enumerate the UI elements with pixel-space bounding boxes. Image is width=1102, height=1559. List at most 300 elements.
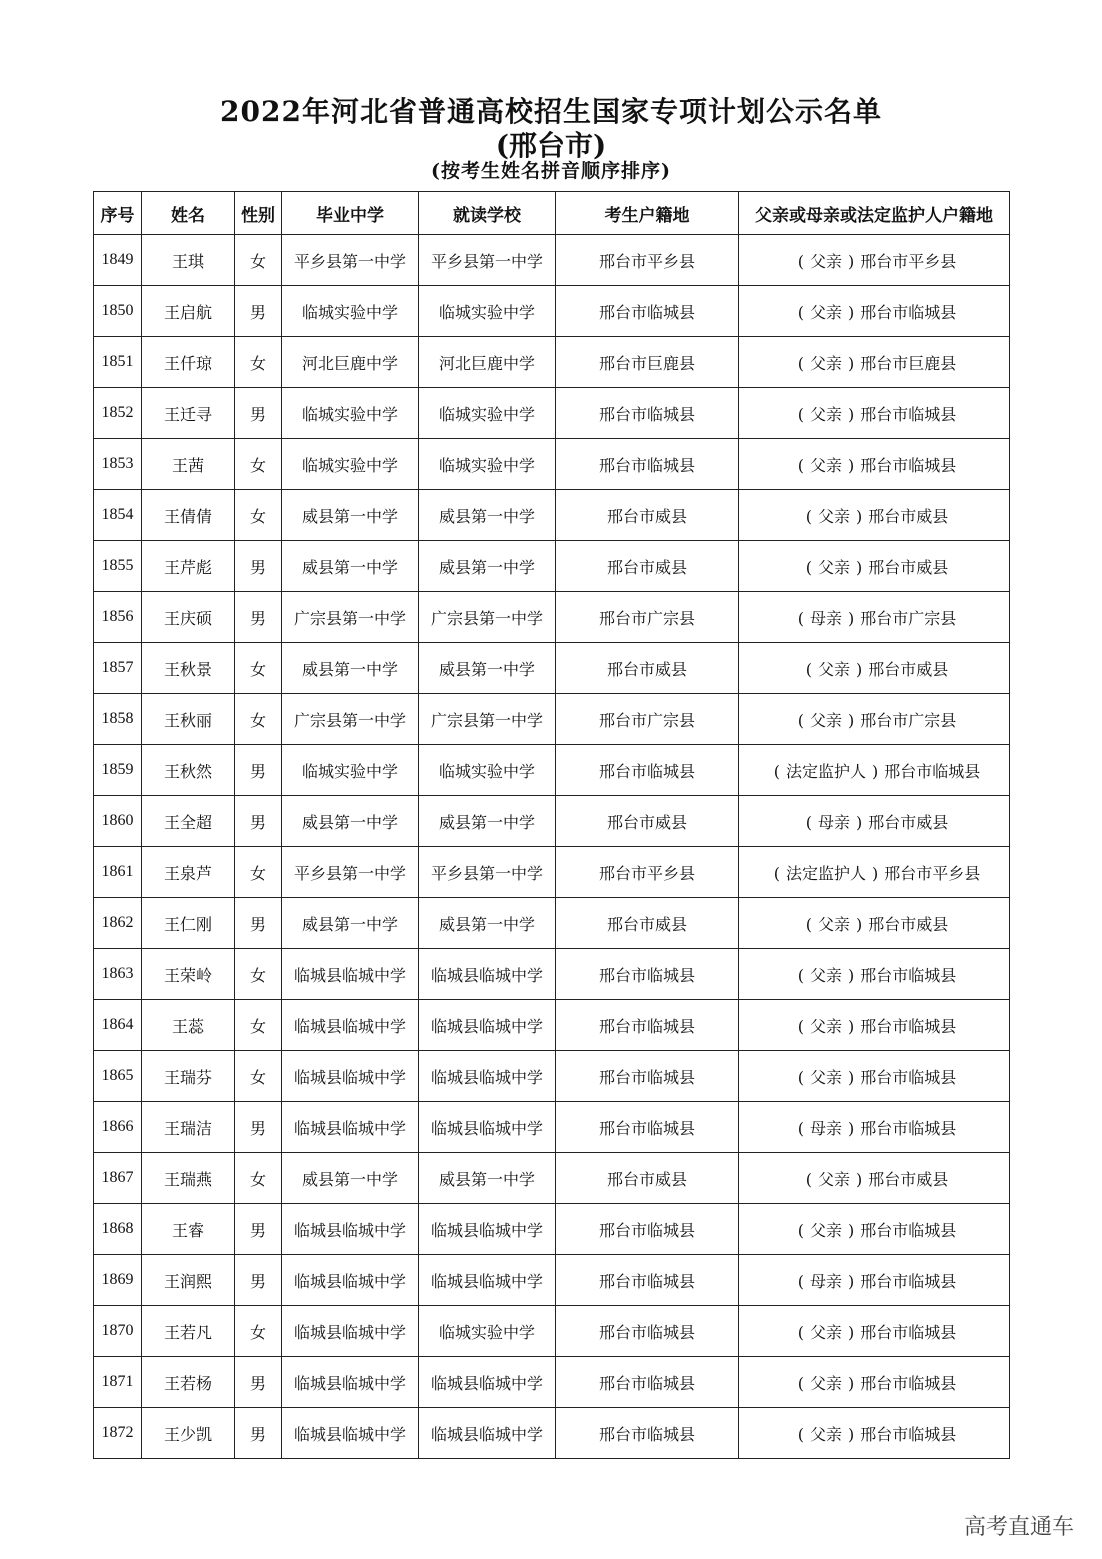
- cell-hukou: 邢台市广宗县: [556, 694, 739, 745]
- guardian-relation: 父亲: [809, 710, 842, 730]
- cell-hukou: 邢台市威县: [556, 898, 739, 949]
- cell-current-school: 威县第一中学: [419, 1153, 556, 1204]
- cell-no: 1865: [94, 1051, 142, 1102]
- cell-guardian-hukou: [739, 1000, 1010, 1051]
- cell-no: 1849: [94, 235, 142, 286]
- cell-no: 1859: [94, 745, 142, 796]
- close-paren: ): [848, 608, 855, 628]
- open-paren: (: [797, 404, 804, 424]
- cell-gender: 女: [235, 643, 282, 694]
- roster-table: [93, 191, 1010, 1459]
- cell-hukou: 邢台市临城县: [556, 1204, 739, 1255]
- guardian-relation: 法定监护人: [785, 863, 866, 883]
- cell-grad-school: 临城实验中学: [282, 439, 419, 490]
- cell-grad-school: 临城县临城中学: [282, 949, 419, 1000]
- open-paren: (: [773, 863, 780, 883]
- cell-grad-school: 临城县临城中学: [282, 1255, 419, 1306]
- guardian-relation: 父亲: [817, 659, 850, 679]
- cell-guardian-hukou: [739, 847, 1010, 898]
- cell-no: 1850: [94, 286, 142, 337]
- table-row: [94, 694, 1010, 745]
- close-paren: ): [848, 1373, 855, 1393]
- cell-guardian-hukou: [739, 1204, 1010, 1255]
- table-row: [94, 847, 1010, 898]
- cell-no: 1854: [94, 490, 142, 541]
- table-row: [94, 643, 1010, 694]
- table-row: [94, 1357, 1010, 1408]
- cell-current-school: 威县第一中学: [419, 898, 556, 949]
- cell-hukou: 邢台市临城县: [556, 1000, 739, 1051]
- table-row: [94, 1306, 1010, 1357]
- table-row: [94, 1051, 1010, 1102]
- cell-hukou: 邢台市威县: [556, 796, 739, 847]
- cell-grad-school: 临城县临城中学: [282, 1306, 419, 1357]
- cell-grad-school: 河北巨鹿中学: [282, 337, 419, 388]
- cell-gender: 女: [235, 337, 282, 388]
- open-paren: (: [797, 710, 804, 730]
- cell-current-school: 平乡县第一中学: [419, 235, 556, 286]
- cell-guardian-hukou: [739, 1255, 1010, 1306]
- cell-current-school: 威县第一中学: [419, 796, 556, 847]
- table-row: [94, 337, 1010, 388]
- sort-note: (按考生姓名拼音顺序排序): [431, 160, 671, 182]
- cell-grad-school: 临城县临城中学: [282, 1408, 419, 1459]
- open-paren: (: [797, 251, 804, 271]
- cell-guardian-hukou: [739, 898, 1010, 949]
- cell-name: 王秋丽: [142, 694, 235, 745]
- cell-current-school: 临城县临城中学: [419, 1102, 556, 1153]
- guardian-relation: 父亲: [817, 506, 850, 526]
- cell-gender: 男: [235, 1255, 282, 1306]
- cell-no: 1856: [94, 592, 142, 643]
- cell-grad-school: 临城县临城中学: [282, 1000, 419, 1051]
- close-paren: ): [848, 1322, 855, 1342]
- cell-guardian-hukou: [739, 286, 1010, 337]
- guardian-hukou: 邢台市临城县: [860, 1424, 957, 1444]
- cell-grad-school: 临城县临城中学: [282, 1357, 419, 1408]
- guardian-hukou: 邢台市临城县: [860, 1373, 957, 1393]
- cell-guardian-hukou: [739, 796, 1010, 847]
- cell-current-school: 威县第一中学: [419, 490, 556, 541]
- cell-no: 1851: [94, 337, 142, 388]
- cell-guardian-hukou: [739, 1153, 1010, 1204]
- guardian-hukou: 邢台市威县: [868, 557, 949, 577]
- cell-grad-school: 临城县临城中学: [282, 1102, 419, 1153]
- cell-gender: 女: [235, 490, 282, 541]
- cell-name: 王茜: [142, 439, 235, 490]
- close-paren: ): [848, 1424, 855, 1444]
- cell-guardian-hukou: [739, 235, 1010, 286]
- cell-guardian-hukou: [739, 592, 1010, 643]
- cell-name: 王迁寻: [142, 388, 235, 439]
- cell-gender: 男: [235, 796, 282, 847]
- open-paren: (: [797, 1016, 804, 1036]
- cell-name: 王瑞燕: [142, 1153, 235, 1204]
- cell-no: 1857: [94, 643, 142, 694]
- page-title: 2022年河北省普通高校招生国家专项计划公示名单: [220, 95, 882, 128]
- close-paren: ): [848, 455, 855, 475]
- table-row: [94, 1102, 1010, 1153]
- cell-gender: 男: [235, 898, 282, 949]
- cell-guardian-hukou: [739, 388, 1010, 439]
- table-row: [94, 949, 1010, 1000]
- cell-current-school: 临城实验中学: [419, 388, 556, 439]
- table-row: [94, 796, 1010, 847]
- cell-name: 王琪: [142, 235, 235, 286]
- cell-guardian-hukou: [739, 541, 1010, 592]
- cell-gender: 女: [235, 847, 282, 898]
- open-paren: (: [805, 506, 812, 526]
- cell-guardian-hukou: [739, 337, 1010, 388]
- cell-hukou: 邢台市巨鹿县: [556, 337, 739, 388]
- guardian-hukou: 邢台市临城县: [860, 1322, 957, 1342]
- open-paren: (: [797, 965, 804, 985]
- guardian-hukou: 邢台市平乡县: [884, 863, 981, 883]
- guardian-relation: 父亲: [809, 1220, 842, 1240]
- cell-guardian-hukou: [739, 1051, 1010, 1102]
- guardian-hukou: 邢台市临城县: [860, 302, 957, 322]
- cell-gender: 男: [235, 592, 282, 643]
- guardian-hukou: 邢台市威县: [868, 659, 949, 679]
- open-paren: (: [797, 1118, 804, 1138]
- open-paren: (: [773, 761, 780, 781]
- cell-no: 1870: [94, 1306, 142, 1357]
- cell-current-school: 平乡县第一中学: [419, 847, 556, 898]
- cell-hukou: 邢台市临城县: [556, 949, 739, 1000]
- guardian-relation: 父亲: [809, 1322, 842, 1342]
- guardian-relation: 父亲: [809, 1424, 842, 1444]
- cell-hukou: 邢台市临城县: [556, 439, 739, 490]
- cell-grad-school: 临城实验中学: [282, 286, 419, 337]
- cell-grad-school: 临城实验中学: [282, 745, 419, 796]
- cell-hukou: 邢台市临城县: [556, 745, 739, 796]
- table-row: [94, 439, 1010, 490]
- cell-name: 王仟琼: [142, 337, 235, 388]
- cell-gender: 女: [235, 1051, 282, 1102]
- guardian-relation: 母亲: [809, 1271, 842, 1291]
- cell-name: 王全超: [142, 796, 235, 847]
- close-paren: ): [848, 1220, 855, 1240]
- col-header-hukou: 考生户籍地: [556, 192, 739, 235]
- close-paren: ): [856, 914, 863, 934]
- close-paren: ): [848, 353, 855, 373]
- col-header-gender: 性别: [235, 192, 282, 235]
- open-paren: (: [805, 659, 812, 679]
- open-paren: (: [797, 455, 804, 475]
- guardian-hukou: 邢台市威县: [868, 812, 949, 832]
- cell-current-school: 临城县临城中学: [419, 1051, 556, 1102]
- cell-no: 1861: [94, 847, 142, 898]
- cell-current-school: 河北巨鹿中学: [419, 337, 556, 388]
- cell-no: 1852: [94, 388, 142, 439]
- close-paren: ): [848, 404, 855, 424]
- close-paren: ): [872, 761, 879, 781]
- guardian-relation: 父亲: [809, 251, 842, 271]
- close-paren: ): [848, 302, 855, 322]
- cell-no: 1863: [94, 949, 142, 1000]
- guardian-relation: 父亲: [817, 1169, 850, 1189]
- close-paren: ): [848, 1067, 855, 1087]
- cell-no: 1853: [94, 439, 142, 490]
- cell-no: 1862: [94, 898, 142, 949]
- cell-grad-school: 广宗县第一中学: [282, 694, 419, 745]
- cell-hukou: 邢台市临城县: [556, 1408, 739, 1459]
- close-paren: ): [848, 710, 855, 730]
- cell-name: 王瑞芬: [142, 1051, 235, 1102]
- cell-guardian-hukou: [739, 1102, 1010, 1153]
- cell-gender: 女: [235, 949, 282, 1000]
- open-paren: (: [797, 1271, 804, 1291]
- cell-guardian-hukou: [739, 949, 1010, 1000]
- table-row: [94, 1153, 1010, 1204]
- guardian-hukou: 邢台市临城县: [860, 1067, 957, 1087]
- cell-guardian-hukou: [739, 1306, 1010, 1357]
- city-subtitle: (邢台市): [495, 129, 607, 162]
- cell-gender: 女: [235, 235, 282, 286]
- cell-grad-school: 平乡县第一中学: [282, 847, 419, 898]
- guardian-relation: 父亲: [809, 404, 842, 424]
- cell-current-school: 临城县临城中学: [419, 1000, 556, 1051]
- cell-guardian-hukou: [739, 439, 1010, 490]
- cell-guardian-hukou: [739, 490, 1010, 541]
- cell-gender: 男: [235, 388, 282, 439]
- cell-hukou: 邢台市临城县: [556, 1102, 739, 1153]
- cell-grad-school: 平乡县第一中学: [282, 235, 419, 286]
- cell-gender: 男: [235, 541, 282, 592]
- cell-gender: 男: [235, 1357, 282, 1408]
- guardian-hukou: 邢台市巨鹿县: [860, 353, 957, 373]
- col-header-name: 姓名: [142, 192, 235, 235]
- table-row: [94, 1408, 1010, 1459]
- cell-gender: 男: [235, 286, 282, 337]
- cell-no: 1864: [94, 1000, 142, 1051]
- cell-hukou: 邢台市临城县: [556, 286, 739, 337]
- cell-gender: 女: [235, 439, 282, 490]
- cell-hukou: 邢台市威县: [556, 643, 739, 694]
- close-paren: ): [848, 251, 855, 271]
- cell-hukou: 邢台市临城县: [556, 1255, 739, 1306]
- cell-current-school: 临城县临城中学: [419, 1357, 556, 1408]
- close-paren: ): [872, 863, 879, 883]
- cell-current-school: 临城县临城中学: [419, 1204, 556, 1255]
- guardian-hukou: 邢台市威县: [868, 506, 949, 526]
- cell-grad-school: 威县第一中学: [282, 643, 419, 694]
- cell-name: 王秋景: [142, 643, 235, 694]
- cell-grad-school: 威县第一中学: [282, 796, 419, 847]
- open-paren: (: [797, 1067, 804, 1087]
- guardian-relation: 父亲: [817, 557, 850, 577]
- cell-name: 王润熙: [142, 1255, 235, 1306]
- cell-name: 王瑞洁: [142, 1102, 235, 1153]
- guardian-relation: 父亲: [809, 1067, 842, 1087]
- cell-gender: 男: [235, 745, 282, 796]
- close-paren: ): [848, 1016, 855, 1036]
- open-paren: (: [797, 353, 804, 373]
- cell-current-school: 广宗县第一中学: [419, 694, 556, 745]
- open-paren: (: [805, 557, 812, 577]
- cell-hukou: 邢台市威县: [556, 490, 739, 541]
- cell-current-school: 临城县临城中学: [419, 1255, 556, 1306]
- cell-name: 王荣岭: [142, 949, 235, 1000]
- cell-gender: 男: [235, 1408, 282, 1459]
- cell-gender: 女: [235, 1000, 282, 1051]
- table-row: [94, 286, 1010, 337]
- guardian-hukou: 邢台市临城县: [860, 1016, 957, 1036]
- close-paren: ): [856, 557, 863, 577]
- cell-name: 王泉芦: [142, 847, 235, 898]
- col-header-no: 序号: [94, 192, 142, 235]
- close-paren: ): [848, 965, 855, 985]
- cell-grad-school: 威县第一中学: [282, 490, 419, 541]
- table-row: [94, 898, 1010, 949]
- table-row: [94, 1204, 1010, 1255]
- open-paren: (: [797, 1373, 804, 1393]
- open-paren: (: [797, 1220, 804, 1240]
- guardian-relation: 父亲: [809, 1373, 842, 1393]
- table-row: [94, 235, 1010, 286]
- open-paren: (: [805, 914, 812, 934]
- col-header-current-school: 就读学校: [419, 192, 556, 235]
- cell-grad-school: 临城县临城中学: [282, 1204, 419, 1255]
- cell-hukou: 邢台市临城县: [556, 1051, 739, 1102]
- cell-name: 王睿: [142, 1204, 235, 1255]
- watermark-text: 高考直通车: [963, 1515, 1074, 1540]
- guardian-relation: 父亲: [809, 302, 842, 322]
- cell-grad-school: 临城实验中学: [282, 388, 419, 439]
- cell-gender: 女: [235, 1306, 282, 1357]
- cell-no: 1866: [94, 1102, 142, 1153]
- cell-hukou: 邢台市平乡县: [556, 847, 739, 898]
- cell-grad-school: 威县第一中学: [282, 1153, 419, 1204]
- guardian-hukou: 邢台市临城县: [860, 1118, 957, 1138]
- guardian-hukou: 邢台市临城县: [860, 404, 957, 424]
- cell-name: 王若杨: [142, 1357, 235, 1408]
- cell-gender: 女: [235, 694, 282, 745]
- cell-current-school: 临城县临城中学: [419, 949, 556, 1000]
- cell-grad-school: 广宗县第一中学: [282, 592, 419, 643]
- cell-current-school: 威县第一中学: [419, 643, 556, 694]
- open-paren: (: [797, 1322, 804, 1342]
- guardian-hukou: 邢台市威县: [868, 914, 949, 934]
- cell-name: 王启航: [142, 286, 235, 337]
- open-paren: (: [805, 1169, 812, 1189]
- guardian-relation: 父亲: [809, 353, 842, 373]
- guardian-relation: 母亲: [809, 608, 842, 628]
- table-row: [94, 388, 1010, 439]
- guardian-relation: 父亲: [809, 965, 842, 985]
- close-paren: ): [856, 506, 863, 526]
- close-paren: ): [856, 812, 863, 832]
- col-header-guardian-hukou: 父亲或母亲或法定监护人户籍地: [739, 192, 1010, 235]
- cell-name: 王蕊: [142, 1000, 235, 1051]
- guardian-hukou: 邢台市临城县: [860, 965, 957, 985]
- close-paren: ): [848, 1118, 855, 1138]
- cell-guardian-hukou: [739, 643, 1010, 694]
- cell-hukou: 邢台市临城县: [556, 388, 739, 439]
- cell-hukou: 邢台市威县: [556, 541, 739, 592]
- cell-current-school: 广宗县第一中学: [419, 592, 556, 643]
- guardian-relation: 父亲: [809, 1016, 842, 1036]
- open-paren: (: [797, 1424, 804, 1444]
- cell-no: 1867: [94, 1153, 142, 1204]
- close-paren: ): [856, 1169, 863, 1189]
- guardian-hukou: 邢台市临城县: [884, 761, 981, 781]
- cell-name: 王若凡: [142, 1306, 235, 1357]
- cell-guardian-hukou: [739, 1357, 1010, 1408]
- cell-name: 王仁刚: [142, 898, 235, 949]
- open-paren: (: [797, 608, 804, 628]
- cell-current-school: 威县第一中学: [419, 541, 556, 592]
- cell-no: 1872: [94, 1408, 142, 1459]
- open-paren: (: [805, 812, 812, 832]
- cell-current-school: 临城实验中学: [419, 745, 556, 796]
- cell-no: 1868: [94, 1204, 142, 1255]
- cell-grad-school: 临城县临城中学: [282, 1051, 419, 1102]
- guardian-relation: 法定监护人: [785, 761, 866, 781]
- guardian-hukou: 邢台市广宗县: [860, 608, 957, 628]
- guardian-relation: 父亲: [809, 455, 842, 475]
- cell-name: 王少凯: [142, 1408, 235, 1459]
- cell-no: 1871: [94, 1357, 142, 1408]
- cell-name: 王倩倩: [142, 490, 235, 541]
- cell-no: 1858: [94, 694, 142, 745]
- cell-name: 王秋然: [142, 745, 235, 796]
- cell-hukou: 邢台市临城县: [556, 1306, 739, 1357]
- cell-guardian-hukou: [739, 694, 1010, 745]
- table-row: [94, 541, 1010, 592]
- guardian-hukou: 邢台市广宗县: [860, 710, 957, 730]
- table-row: [94, 745, 1010, 796]
- guardian-relation: 母亲: [809, 1118, 842, 1138]
- cell-name: 王庆硕: [142, 592, 235, 643]
- cell-no: 1860: [94, 796, 142, 847]
- cell-no: 1869: [94, 1255, 142, 1306]
- cell-name: 王芹彪: [142, 541, 235, 592]
- guardian-hukou: 邢台市平乡县: [860, 251, 957, 271]
- guardian-relation: 父亲: [817, 914, 850, 934]
- cell-current-school: 临城实验中学: [419, 439, 556, 490]
- table-row: [94, 1000, 1010, 1051]
- cell-hukou: 邢台市广宗县: [556, 592, 739, 643]
- close-paren: ): [848, 1271, 855, 1291]
- cell-grad-school: 威县第一中学: [282, 898, 419, 949]
- guardian-hukou: 邢台市临城县: [860, 1271, 957, 1291]
- cell-gender: 男: [235, 1204, 282, 1255]
- cell-grad-school: 威县第一中学: [282, 541, 419, 592]
- cell-guardian-hukou: [739, 745, 1010, 796]
- open-paren: (: [797, 302, 804, 322]
- cell-hukou: 邢台市临城县: [556, 1357, 739, 1408]
- cell-gender: 女: [235, 1153, 282, 1204]
- guardian-hukou: 邢台市临城县: [860, 1220, 957, 1240]
- table-row: [94, 592, 1010, 643]
- guardian-relation: 母亲: [817, 812, 850, 832]
- table-row: [94, 490, 1010, 541]
- cell-current-school: 临城实验中学: [419, 286, 556, 337]
- guardian-hukou: 邢台市临城县: [860, 455, 957, 475]
- close-paren: ): [856, 659, 863, 679]
- cell-gender: 男: [235, 1102, 282, 1153]
- cell-current-school: 临城实验中学: [419, 1306, 556, 1357]
- cell-hukou: 邢台市平乡县: [556, 235, 739, 286]
- cell-current-school: 临城县临城中学: [419, 1408, 556, 1459]
- table-header-row: [94, 192, 1010, 235]
- cell-hukou: 邢台市威县: [556, 1153, 739, 1204]
- table-row: [94, 1255, 1010, 1306]
- table-body: [94, 235, 1010, 1459]
- col-header-grad-school: 毕业中学: [282, 192, 419, 235]
- cell-no: 1855: [94, 541, 142, 592]
